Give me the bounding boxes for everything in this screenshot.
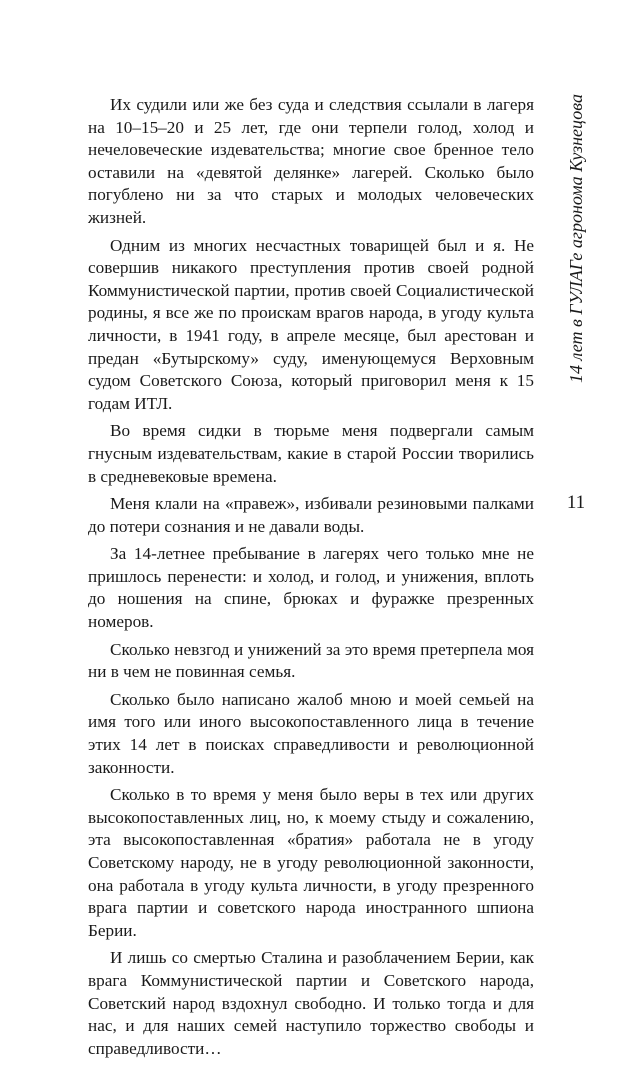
paragraph-2: Одним из многих несчастных товарищей был и я. Не совершив никакого преступления против своей родной Коммунистической партии, против своей Социалистической родины, я все же по проискам врагов народа, в угоду культа личности, в 1941 году, в апреле месяце, был арестован и предан «Бутырскому» суду, именующемуся Верховным судом Советского Союза, который приговорил меня к 15 годам ИТЛ. — [88, 235, 534, 413]
body-text — [88, 94, 534, 1065]
paragraph-8: Сколько в то время у меня было веры в тех или других высокопоставленных лиц, но, к моему стыду и сожалению, эта высокопоставленная «братия» работала не в угоду Советскому народу, не в угоду революционной законности, она работала в угоду культа личности, в угоду презренного врага партии и советского народа иностранного шпиона Берии. — [88, 785, 534, 940]
paragraph-5: За 14-летнее пребывание в лагерях чего только мне не пришлось перенести: и холод, и голод, и унижения, вплоть до ношения на спине, брюках и фуражке презренных номеров. — [88, 544, 534, 632]
paragraph-4: Меня клали на «правеж», избивали резиновыми палками до потери сознания и не давали воды. — [88, 494, 534, 536]
paragraph-9: И лишь со смертью Сталина и разоблачением Берии, как врага Коммунистической партии и Советского народа, Советский народ вздохнул свободно. И только тогда и для нас, и для наших семей наступило торжество свободы и справедливости… — [88, 948, 534, 1058]
running-head: 14 лет в ГУЛАГе агронома Кузнецова — [566, 94, 586, 383]
paragraph-3: Во время сидки в тюрьме меня подвергали самым гнусным издевательствам, какие в старой России творились в средневековые времена. — [88, 421, 534, 486]
paragraph-7: Сколько было написано жалоб мною и моей семьей на имя того или иного высокопоставленного лица в течение этих 14 лет в поисках справедливости и революционной законности. — [88, 689, 534, 777]
paragraph-1: Их судили или же без суда и следствия ссылали в лагеря на 10–15–20 и 25 лет, где они терпели голод, холод и нечеловеческие издевательства; многие свое бренное тело оставили на «девятой делянке» лагерей. Сколько было погублено ни за что старых и молодых человеческих жизней. — [88, 95, 534, 227]
page-number: 11 — [566, 492, 586, 513]
paragraph-6: Сколько невзгод и унижений за это время претерпела моя ни в чем не повинная семья. — [88, 639, 534, 682]
